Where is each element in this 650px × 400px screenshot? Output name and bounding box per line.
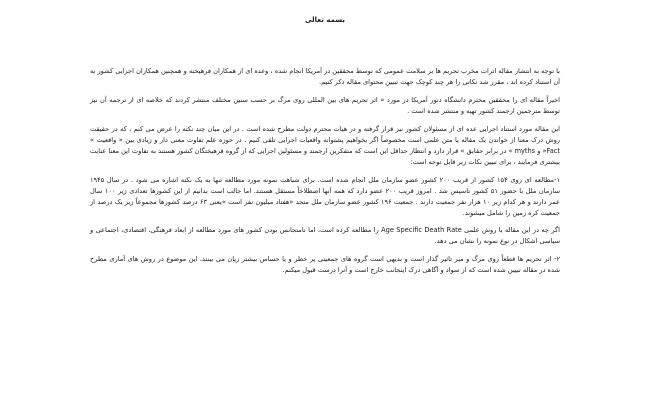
paragraph-fact-vs-myth: این مقاله مورد استناد اجرایی عده ای از مسئولان کشور نیز قرار گرفته و در هیات محترم دولت مطرح شده است . در این میان چند نکته را عرض می کنم ، که در حقیقت روش درک معنا از خواندن یک مقاله یا متن علمی است مخصوصاً اگر بخواهیم پشتوانه واقعیات اجرایی تلقی کنیم . در حوزه علم تفاوت معنی دار و زیادی بین « واقعیت » Fact« و myths » در برابر حقایق » قرار دارد و انتظار حداقل این است که متفکرین ارجمند و مسئولین اجرایی که از گروه فرهیختگان کشور هستند به تفاوت این معنا عنایت بیشتری فرمایند ، برای تبیین نکات زیر قابل توجه است: xyxy=(90,125,560,166)
paragraph-point-1: ۱-مطالعه ای روی ۱۵۴ کشور از قریب ۲۰۰ کشور عضو سازمان ملل انجام شده است. برای شباهت نمونه مورد مطالعه تنها به یک نکته اشاره می شود . در سال ۱۹۴۵ سازمان ملل با حضور ۵۱ کشور تاسیس شد . امروز قریب ۲۰۰ عضو دارد که همه آنها اصطلاحاً مستقل هستند. اما جالب است بدانیم از این کشورها تعدادی زیر ۱۰۰ سال عمر دارند و هر کدام زیر ۱۰ هزار نفر جمعیت دارند . جمعیت ۱۹۶ کشور عضو سازمان ملل متحد «هفتاد میلیون نفر است »یعنی ۶۳ درصد کشورها مجموعاً زیر یک درصد از جمعیت کره زمین را شامل میشوند. xyxy=(90,176,561,217)
document-body xyxy=(90,66,560,283)
paragraph-article-summary: اخیراً مقاله ای را محققین محترم دانشگاه دنور آمریکا در مورد « اثر تحریم های بین المللی روی مرگ بر حسب سنین مختلف منتشر کردند که خلاصه ای از ترجمه آن نیز توسط مترجمین ارجمند کشور تهیه و منتشر شده است . xyxy=(90,96,560,115)
paragraph-intro: با توجه به انتشار مقاله اثرات مخرب تحریم ها بر سلامت عمومی که توسط محققین در آمریکا انجام شده ، وعده ای از همکاران فرهیخته و همچنین همکاران اجرایی کشور به آن استناد کرده اند ، مقرر شد نکاتی را هر چند کوچک جهت تبیین محتوای مقاله ذکر کنیم. xyxy=(90,67,560,86)
paragraph-point-2: ۲- اثر تحریم ها قطعاً روی مرگ و میر تاثیر گذار است و بدیهی است گروه های جمعیتی پر خطر و یا حساس بیشتر زیان می بینند، این موضوع در روش های آماری مطرح شده در مقاله تبیین شده است که از سواد و آگاهی درک اینجانب خارج است و آنرا درست قبول میکنم. xyxy=(90,255,560,274)
page-title: بسمه تعالی xyxy=(304,16,346,24)
paragraph-method-note: اگر چه در این مقاله با روش علمی Age Specific Death Rate را مطالعه کرده است، اما نامتجانس بودن کشور های مورد مطالعه از ابعاد فرهنگی، اقتصادی، اجتماعی و سیاسی اشکال در نوع نمونه را نشان می دهد. xyxy=(90,226,560,245)
